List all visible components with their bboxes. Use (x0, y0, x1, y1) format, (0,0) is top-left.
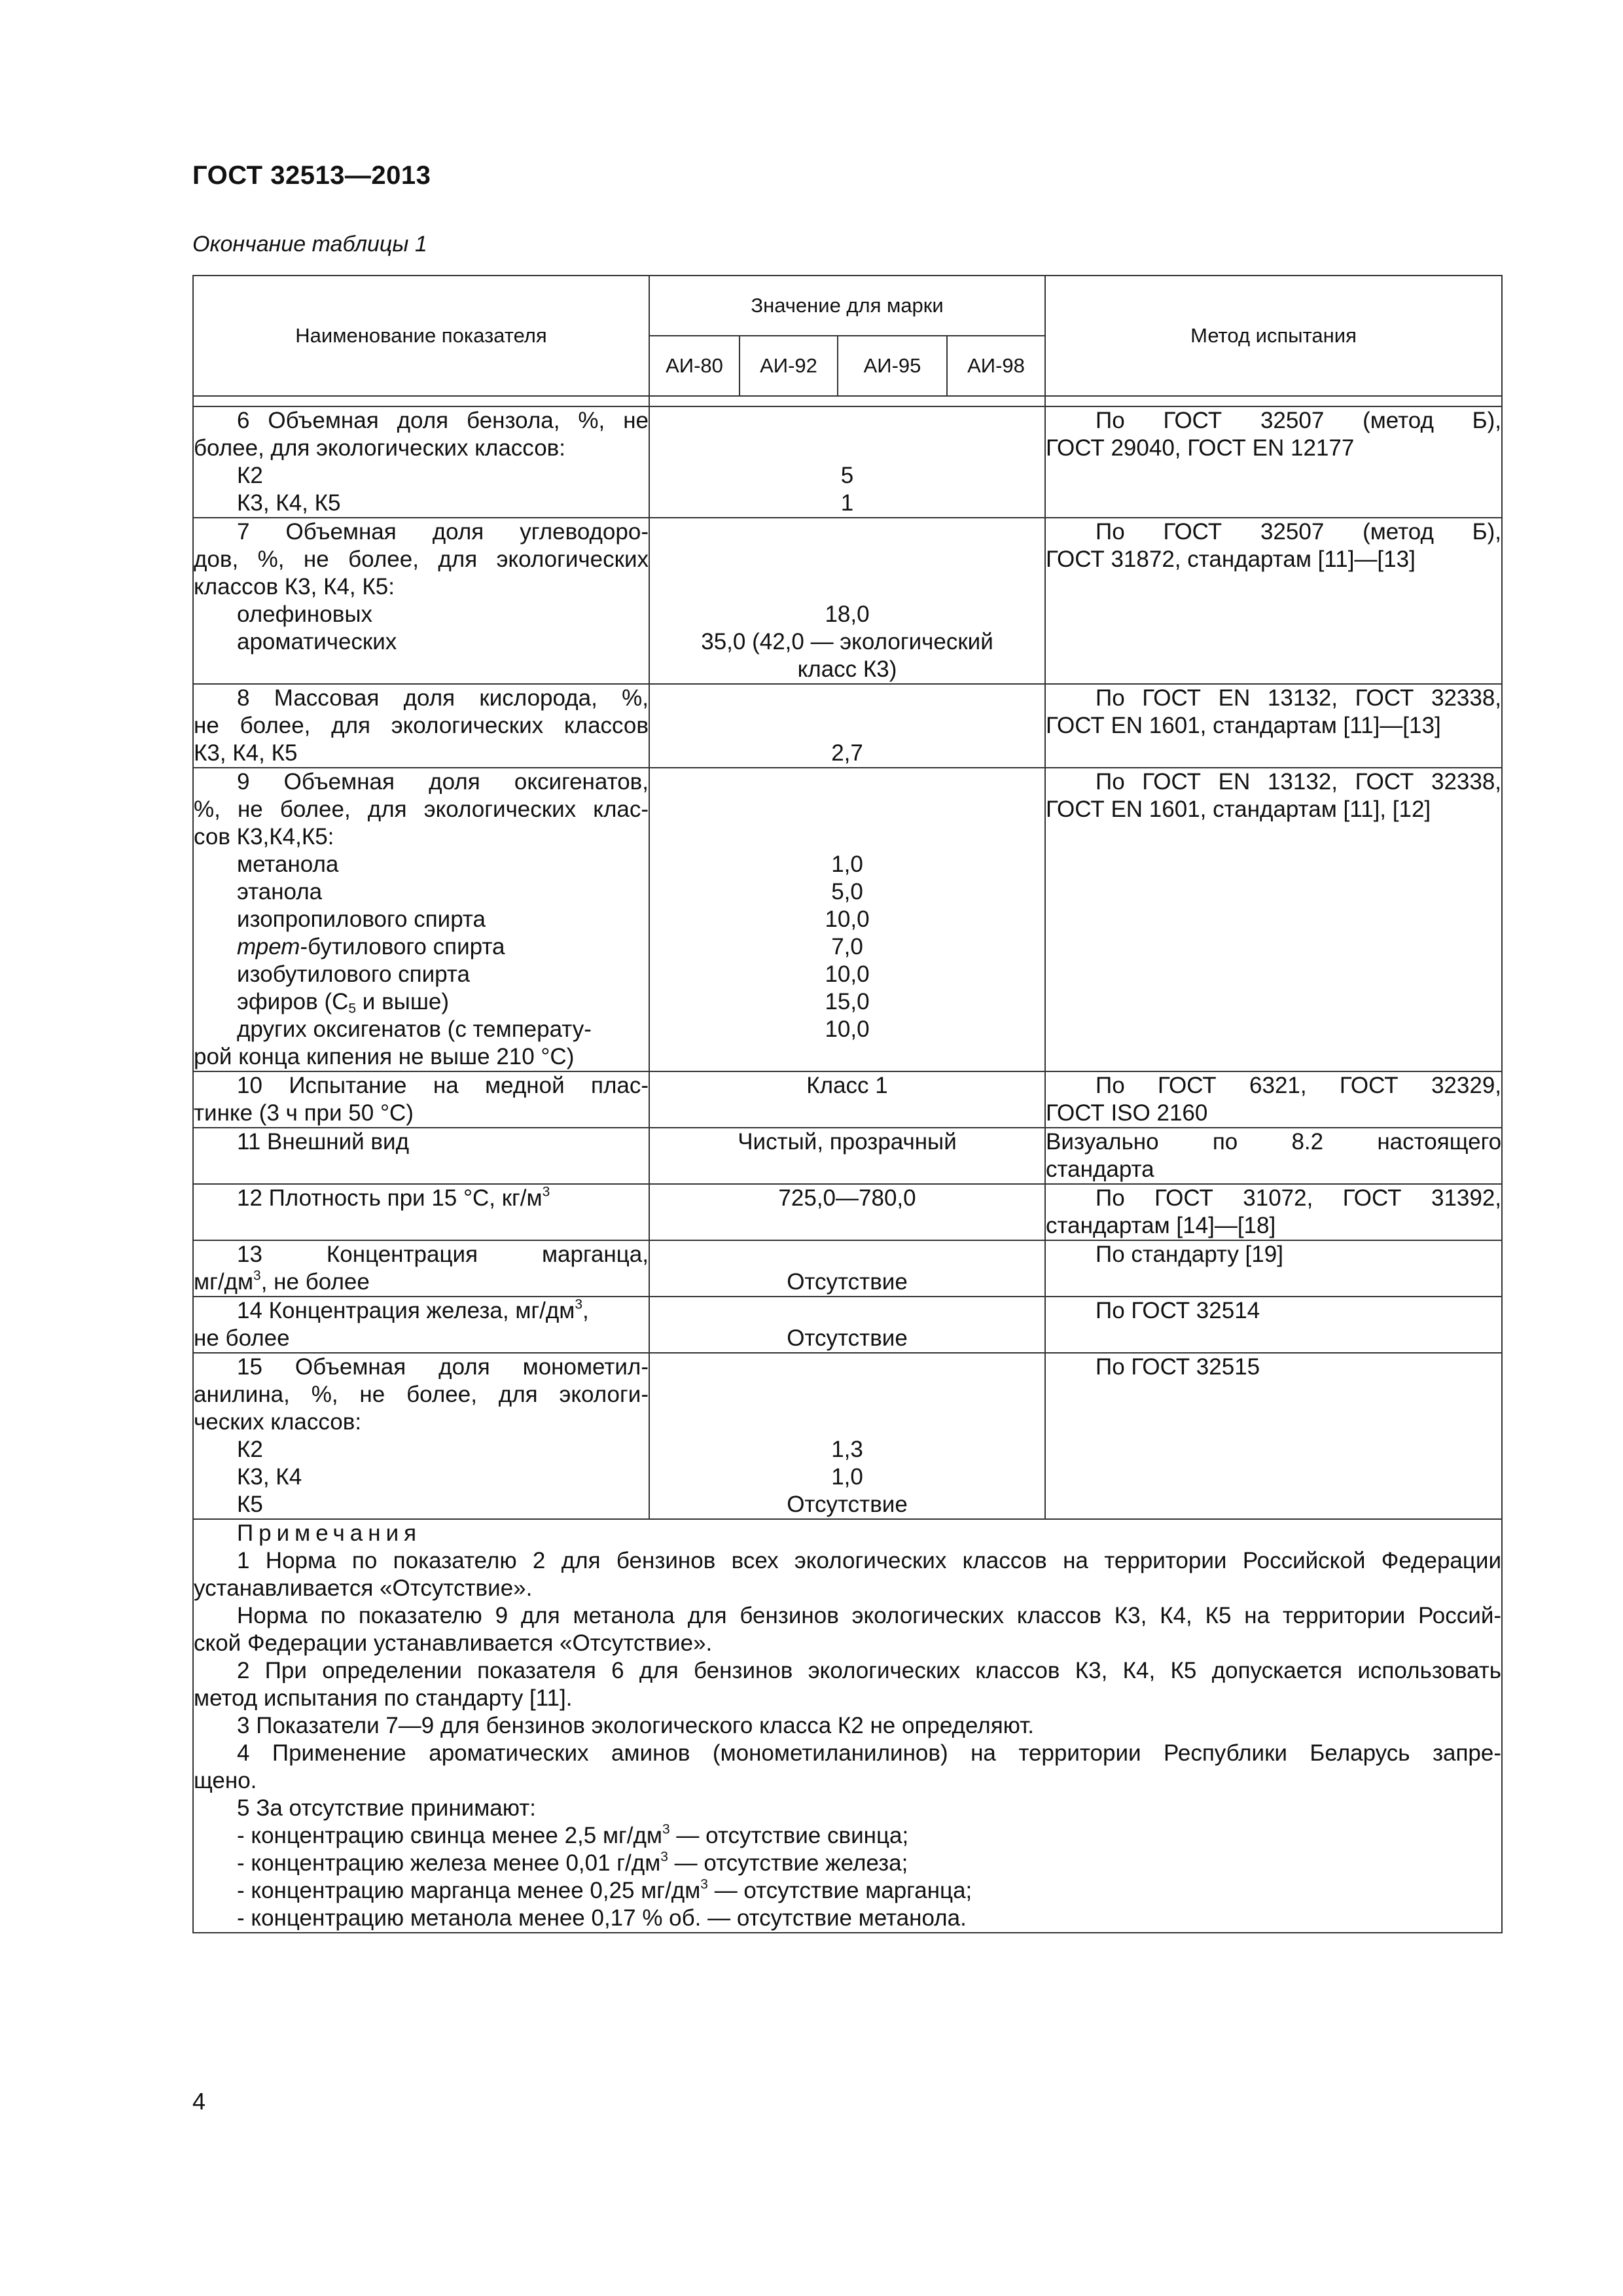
row-test-method: По ГОСТ 32507 (метод Б), ГОСТ 29040, ГОСТ EN 12177 (1045, 406, 1502, 518)
note-iron: - концентрацию железа менее 0,01 $г/дм^3$ — отсутствие железа; (237, 1849, 908, 1876)
note-manganese: - концентрацию марганца менее 0,25 $мг/дм^3$ — отсутствие марганца; (237, 1876, 972, 1903)
row-value: 725,0—780,0 (649, 1184, 1045, 1240)
row-indicator-name (193, 1184, 649, 1240)
header-grade-ai80: АИ-80 (649, 336, 740, 396)
row-test-method: По ГОСТ 32514 (1045, 1297, 1502, 1353)
density-line: 12 Плотность при 15 °С, $кг/м^3$ (237, 1184, 550, 1211)
table-row (193, 1297, 1502, 1353)
table-row (193, 1353, 1502, 1519)
row-value: 1,0 5,0 10,0 7,0 10,0 15,0 10,0 (649, 768, 1045, 1071)
document-title: ГОСТ 32513—2013 (192, 161, 431, 190)
row-value: 2,7 (649, 684, 1045, 768)
row-value: Чистый, прозрачный (649, 1128, 1045, 1184)
table-row (193, 1128, 1502, 1184)
row-indicator-name: 11 Внешний вид (193, 1128, 649, 1184)
header-test-method: Метод испытания (1045, 276, 1502, 396)
notes-row (193, 1519, 1502, 1933)
table-row (193, 1240, 1502, 1297)
manganese-unit-line: $мг/дм^3$, не более (194, 1268, 370, 1295)
table-row (193, 518, 1502, 684)
header-grade-ai95: АИ-95 (838, 336, 947, 396)
note-lead: - концентрацию свинца менее 2,5 $мг/дм^3$ — отсутствие свинца; (237, 1821, 909, 1848)
row-indicator-name: 9 Объемная доля оксигенатов, %, не более, для экологических клас- сов К3,К4,К5: метанола этанола изопропилового спирта трет-бутилового спирта изобутилового спирта эфиров ($C_5$ и выше) других оксигенатов (с температу- рой конца кипения не выше 210 °С) (193, 768, 649, 1071)
row-indicator-name: 13 Концентрация марганца, $мг/дм^3$, не более (193, 1240, 649, 1297)
page-number: 4 (192, 2088, 206, 2115)
row-value: 18,0 35,0 (42,0 — экологический класс К3) (649, 518, 1045, 684)
row-indicator-name: 10 Испытание на медной плас- тинке (3 ч при 50 °С) (193, 1071, 649, 1128)
table-row (193, 1071, 1502, 1128)
header-value-group: Значение для марки (649, 276, 1045, 336)
row-indicator-name: 14 Концентрация железа, $мг/дм^3$, не более (193, 1297, 649, 1353)
header-indicator-name: Наименование показателя (193, 276, 649, 396)
notes-heading: Примечания (237, 1520, 422, 1546)
row-value: 1,3 1,0 Отсутствие (649, 1353, 1045, 1519)
row-value: Отсутствие (649, 1297, 1045, 1353)
table-row (193, 406, 1502, 518)
row-indicator-name: 15 Объемная доля монометил- анилина, %, не более, для экологи- ческих классов: К2 К3, К4 К5 (193, 1353, 649, 1519)
row-value: Класс 1 (649, 1071, 1045, 1128)
row-test-method: По ГОСТ 32507 (метод Б), ГОСТ 31872, стандартам [11]—[13] (1045, 518, 1502, 684)
row-indicator-name: 7 Объемная доля углеводоро- дов, %, не более, для экологических классов К3, К4, К5: олефиновых ароматических (193, 518, 649, 684)
row-test-method: По ГОСТ 6321, ГОСТ 32329, ГОСТ ISO 2160 (1045, 1071, 1502, 1128)
row-value: 5 1 (649, 406, 1045, 518)
row-value: Отсутствие (649, 1240, 1045, 1297)
row-test-method: Визуально по 8.2 настоящего стандарта (1045, 1128, 1502, 1184)
iron-line: 14 Концентрация железа, $мг/дм^3$, (237, 1297, 589, 1323)
table-row (193, 684, 1502, 768)
tert-butyl-line: трет-бутилового спирта (237, 934, 505, 960)
row-test-method: По ГОСТ 32515 (1045, 1353, 1502, 1519)
table-row (193, 1184, 1502, 1240)
header-separator (193, 396, 1502, 406)
row-indicator-name: 8 Массовая доля кислорода, %, не более, для экологических классов К3, К4, К5 (193, 684, 649, 768)
indicators-table (192, 275, 1503, 1933)
table-caption: Окончание таблицы 1 (192, 232, 427, 257)
row-test-method: По ГОСТ EN 13132, ГОСТ 32338, ГОСТ EN 1601, стандартам [11]—[13] (1045, 684, 1502, 768)
row-test-method: По ГОСТ 31072, ГОСТ 31392, стандартам [14]—[18] (1045, 1184, 1502, 1240)
table-row (193, 768, 1502, 1071)
row-indicator-name: 6 Объемная доля бензола, %, не более, для экологических классов: К2 К3, К4, К5 (193, 406, 649, 518)
row-test-method: По ГОСТ EN 13132, ГОСТ 32338, ГОСТ EN 1601, стандартам [11], [12] (1045, 768, 1502, 1071)
esters-line: эфиров ($C_5$ и выше) (237, 989, 450, 1016)
row-test-method: По стандарту [19] (1045, 1240, 1502, 1297)
header-grade-ai92: АИ-92 (740, 336, 838, 396)
notes: Примечания 1 Норма по показателю 2 для бензинов всех экологических классов на территории Российской Федерации устанавливается «Отсутствие». Норма по показателю 9 для метанола для бензинов экологических классов К3, К4, К5 на территории Россий- ской Федерации устанавливается «Отсутствие». 2 При определении показателя 6 для бензинов экологических классов К3, К4, К5 допускается использовать метод испытания по стандарту [11]. 3 Показатели 7—9 для бензинов экологического класса К2 не определяют. 4 Применение ароматических аминов (монометиланилинов) на территории Республики Беларусь запре- щено. 5 За отсутствие принимают: - концентрацию свинца менее 2,5 $мг/дм^3$ — отсутствие свинца; - концентрацию железа менее 0,01 $г/дм^3$ — отсутствие железа; - концентрацию марганца менее 0,25 $мг/дм^3$ — отсутствие марганца; - концентрацию метанола менее 0,17 % об. — отсутствие метанола. (193, 1519, 1502, 1933)
header-grade-ai98: АИ-98 (947, 336, 1045, 396)
